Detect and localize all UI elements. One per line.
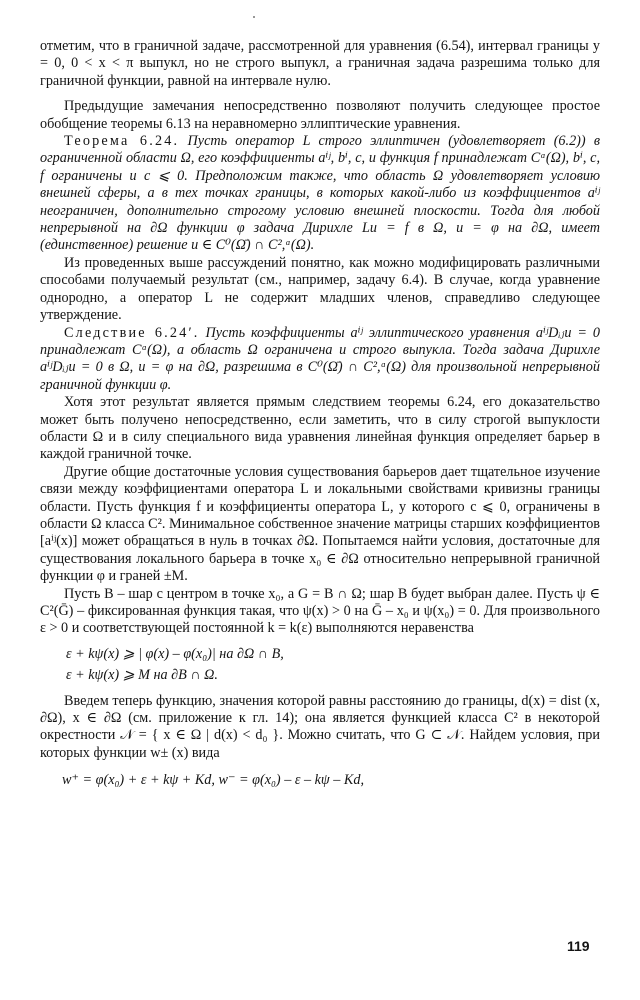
theorem-6-24 <box>40 133 600 255</box>
formula-inequality-2: ε + kψ(x) ⩾ M на ∂B ∩ Ω. <box>66 667 218 684</box>
paragraph-3: Из проведенных выше рассуждений понятно, как можно модифицировать различными способами получаемый результат (см., например, задачу 6.4). В случае, когда уравнение однородно, а оператор L не содержит младших членов, справедливо следующее утверждение. <box>40 254 600 324</box>
paragraph-2: Предыдущие замечания непосредственно позволяют получить следующее простое обобщение теоремы 6.13 на неравномерно эллиптические уравнения. <box>40 98 600 132</box>
paragraph-5: Другие общие достаточные условия существования барьеров дает тщательное изучение связи между коэффициентами оператора L и локальными свойствами кривизны границы области. Пусть функция f и коэффициенты оператора L, у которого c ⩽ 0, ограничены в области Ω класса C². Минимальное собственное значение матрицы старших коэффициентов [aⁱʲ(x)] может обращаться в нуль в точках ∂Ω. Попытаемся найти условия, достаточные для существования локального барьера в точке x₀ ∈ ∂Ω относительно непрерывной граничной функции φ и граней ±M. <box>40 463 600 585</box>
print-speck <box>253 16 255 18</box>
formula-barrier-functions: w⁺ = φ(x₀) + ε + kψ + Kd, w⁻ = φ(x₀) – ε – kψ – Kd, <box>62 772 365 789</box>
book-page <box>40 38 600 790</box>
corollary-label: Следствие 6.24′. <box>64 324 200 341</box>
theorem-label: Теорема 6.24. <box>64 133 180 150</box>
corollary-text: Пусть коэффициенты aⁱʲ эллиптического уравнения aⁱʲDᵢⱼu = 0 принадлежат Cᵅ(Ω), а область Ω ограничена и строго выпукла. Тогда задача Дирихле aⁱʲDᵢⱼu = 0 в Ω, u = φ на ∂Ω, разрешима в C⁰(Ω̄) ∩ C²,ᵅ(Ω) для произвольной непрерывной граничной функции φ. <box>40 324 601 393</box>
paragraph-1: отметим, что в граничной задаче, рассмотренной для уравнения (6.54), интервал границы y = 0, 0 < x < π выпукл, но не строго выпукл, а граничная задача разрешима только для граничной функции, равной на интервале нулю. <box>40 38 600 89</box>
paragraph-7: Введем теперь функцию, значения которой равны расстоянию до границы, d(x) = dist (x, ∂Ω), x ∈ ∂Ω (см. приложение к гл. 14); она является функцией класса C² в некоторой окрестности 𝒩 = { x ∈ Ω | d(x) < d₀ }. Можно считать, что G ⊂ 𝒩. Найдем условия, при которых функции w± (x) вида <box>40 692 600 761</box>
theorem-text: Пусть оператор L строго эллиптичен (удовлетворяет (6.2)) в ограниченной области Ω, его коэффициенты aⁱʲ, bⁱ, c, и функция f принадлежат Cᵅ(Ω), bⁱ, c, f ограничены и c ⩽ 0. Предположим также, что область Ω удовлетворяет условию внешней сферы, а в тех точках границы, в которых какой-либо из коэффициентов aⁱʲ неограничен, дополнительно строгому условию внешней плоскости. Тогда для любой непрерывной на ∂Ω функции φ задача Дирихле Lu = f в Ω, u = φ на ∂Ω, имеет (единственное) решение u ∈ C⁰(Ω̄) ∩ C²,ᵅ(Ω). <box>40 133 600 254</box>
paragraph-6: Пусть B – шар с центром в точке x₀, а G = B ∩ Ω; шар B будет выбран далее. Пусть ψ ∈ C²(Ḡ) – фиксированная функция такая, что ψ(x) > 0 на Ḡ – x₀ и ψ(x₀) = 0. Для произвольного ε > 0 и соответствующей постоянной k = k(ε) выполняются неравенства <box>40 585 600 637</box>
formula-inequality-1: ε + kψ(x) ⩾ | φ(x) – φ(x₀)| на ∂Ω ∩ B, <box>66 645 284 662</box>
corollary-6-24 <box>40 325 600 395</box>
paragraph-4: Хотя этот результат является прямым следствием теоремы 6.24, его доказательство может быть получено непосредственно, если заметить, что в силу строгой выпуклости области Ω и в силу специального вида уравнения линейная функция определяет барьер в каждой граничной точке. <box>40 394 600 463</box>
page-number: 119 <box>567 938 590 954</box>
